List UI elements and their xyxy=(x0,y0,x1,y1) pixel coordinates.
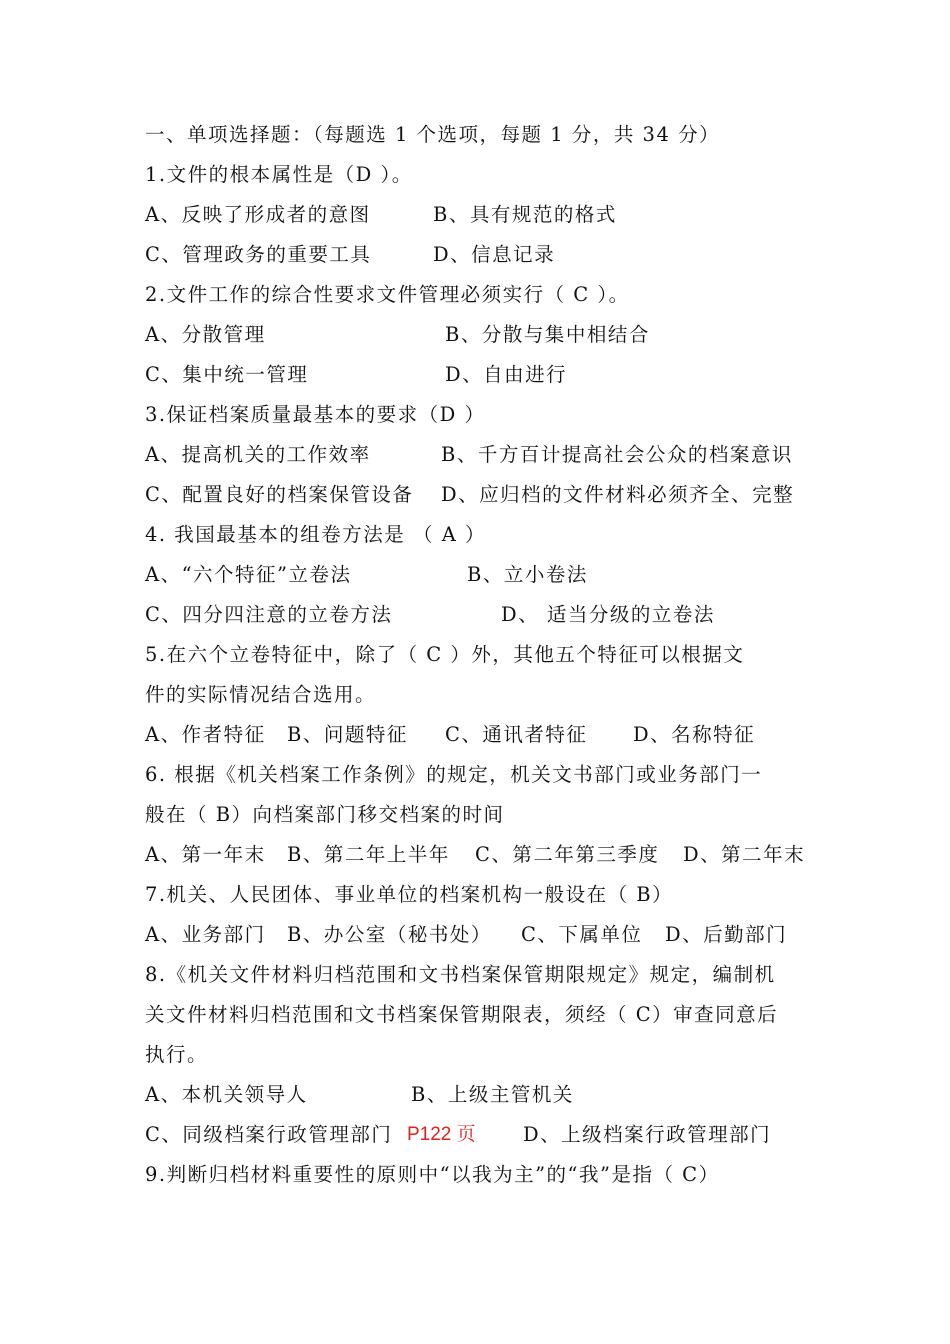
q8-option-a: A、本机关领导人 xyxy=(145,1083,308,1106)
q2-option-b: B、分散与集中相结合 xyxy=(445,323,650,346)
q3-option-c: C、配置良好的档案保管设备 xyxy=(145,483,414,506)
question-1-options-row-1 xyxy=(145,195,845,235)
question-3-options-row-1 xyxy=(145,435,845,475)
question-9-stem: 9.判断归档材料重要性的原则中“以我为主”的“我”是指（ C） xyxy=(145,1163,720,1186)
q3-option-b: B、千方百计提高社会公众的档案意识 xyxy=(441,443,793,466)
page-reference-annotation: P122 页 xyxy=(407,1124,476,1145)
q4-option-d: D、 适当分级的立卷法 xyxy=(501,603,715,626)
question-4-options-row-1 xyxy=(145,555,845,595)
question-7-options-row xyxy=(145,915,845,955)
q7-option-d: D、后勤部门 xyxy=(665,923,788,946)
q7-option-c: C、下属单位 xyxy=(521,923,643,946)
question-7-stem: 7.机关、人民团体、事业单位的档案机构一般设在（ B） xyxy=(145,883,674,906)
q6-option-a: A、第一年末 xyxy=(145,843,266,866)
question-3-stem: 3.保证档案质量最基本的要求（D ） xyxy=(145,403,486,426)
question-6-options-row xyxy=(145,835,845,875)
question-2-options-row-1 xyxy=(145,315,845,355)
q7-option-b: B、办公室（秘书处） xyxy=(287,923,492,946)
q5-option-b: B、问题特征 xyxy=(287,723,408,746)
question-1-options-row-2 xyxy=(145,235,845,275)
question-8-stem-line-1: 8.《机关文件材料归档范围和文书档案保管期限规定》规定，编制机 xyxy=(145,963,776,986)
question-4-options-row-2 xyxy=(145,595,845,635)
q1-option-c: C、管理政务的重要工具 xyxy=(145,243,372,266)
question-6-stem-line-2: 般在（ B）向档案部门移交档案的时间 xyxy=(145,803,505,826)
q6-option-c: C、第二年第三季度 xyxy=(475,843,660,866)
q8-option-b: B、上级主管机关 xyxy=(411,1083,574,1106)
q1-option-d: D、信息记录 xyxy=(433,243,556,266)
q2-option-d: D、自由进行 xyxy=(445,363,568,386)
question-6-stem-line-1: 6. 根据《机关档案工作条例》的规定，机关文书部门或业务部门一 xyxy=(145,763,763,786)
q6-option-d: D、第二年末 xyxy=(683,843,806,866)
q5-option-a: A、作者特征 xyxy=(145,723,266,746)
question-5-options-row xyxy=(145,715,845,755)
section-heading: 一、单项选择题：（每题选 1 个选项，每题 1 分，共 34 分） xyxy=(145,123,721,146)
question-5-stem-line-2: 件的实际情况结合选用。 xyxy=(145,683,377,706)
question-8-options-row-2 xyxy=(145,1115,845,1155)
question-1-stem: 1.文件的根本属性是（D ）。 xyxy=(145,163,413,186)
q3-option-d: D、应归档的文件材料必须齐全、完整 xyxy=(441,483,795,506)
q7-option-a: A、业务部门 xyxy=(145,923,266,946)
question-2-stem: 2.文件工作的综合性要求文件管理必须实行（ C ）。 xyxy=(145,283,630,306)
q1-option-b: B、具有规范的格式 xyxy=(433,203,617,226)
q4-option-c: C、四分四注意的立卷方法 xyxy=(145,603,393,626)
q5-option-c: C、通讯者特征 xyxy=(445,723,588,746)
q2-option-c: C、集中统一管理 xyxy=(145,363,309,386)
question-3-options-row-2 xyxy=(145,475,845,515)
q5-option-d: D、名称特征 xyxy=(633,723,756,746)
q1-option-a: A、反映了形成者的意图 xyxy=(145,203,371,226)
q8-option-d: D、上级档案行政管理部门 xyxy=(523,1123,772,1146)
question-8-options-row-1 xyxy=(145,1075,845,1115)
question-5-stem-line-1: 5.在六个立卷特征中，除了（ C ）外，其他五个特征可以根据文 xyxy=(145,643,745,666)
question-2-options-row-2 xyxy=(145,355,845,395)
question-8-stem-line-2: 关文件材料归档范围和文书档案保管期限表，须经（ C）审查同意后 xyxy=(145,1003,779,1026)
q8-option-c: C、同级档案行政管理部门 xyxy=(145,1123,393,1146)
q3-option-a: A、提高机关的工作效率 xyxy=(145,443,371,466)
q2-option-a: A、分散管理 xyxy=(145,323,266,346)
q4-option-b: B、立小卷法 xyxy=(467,563,588,586)
question-4-stem: 4. 我国最基本的组卷方法是 （ A ） xyxy=(145,523,486,546)
question-8-stem-line-3: 执行。 xyxy=(145,1043,209,1066)
q4-option-a: A、“六个特征”立卷法 xyxy=(145,563,352,586)
q6-option-b: B、第二年上半年 xyxy=(287,843,450,866)
